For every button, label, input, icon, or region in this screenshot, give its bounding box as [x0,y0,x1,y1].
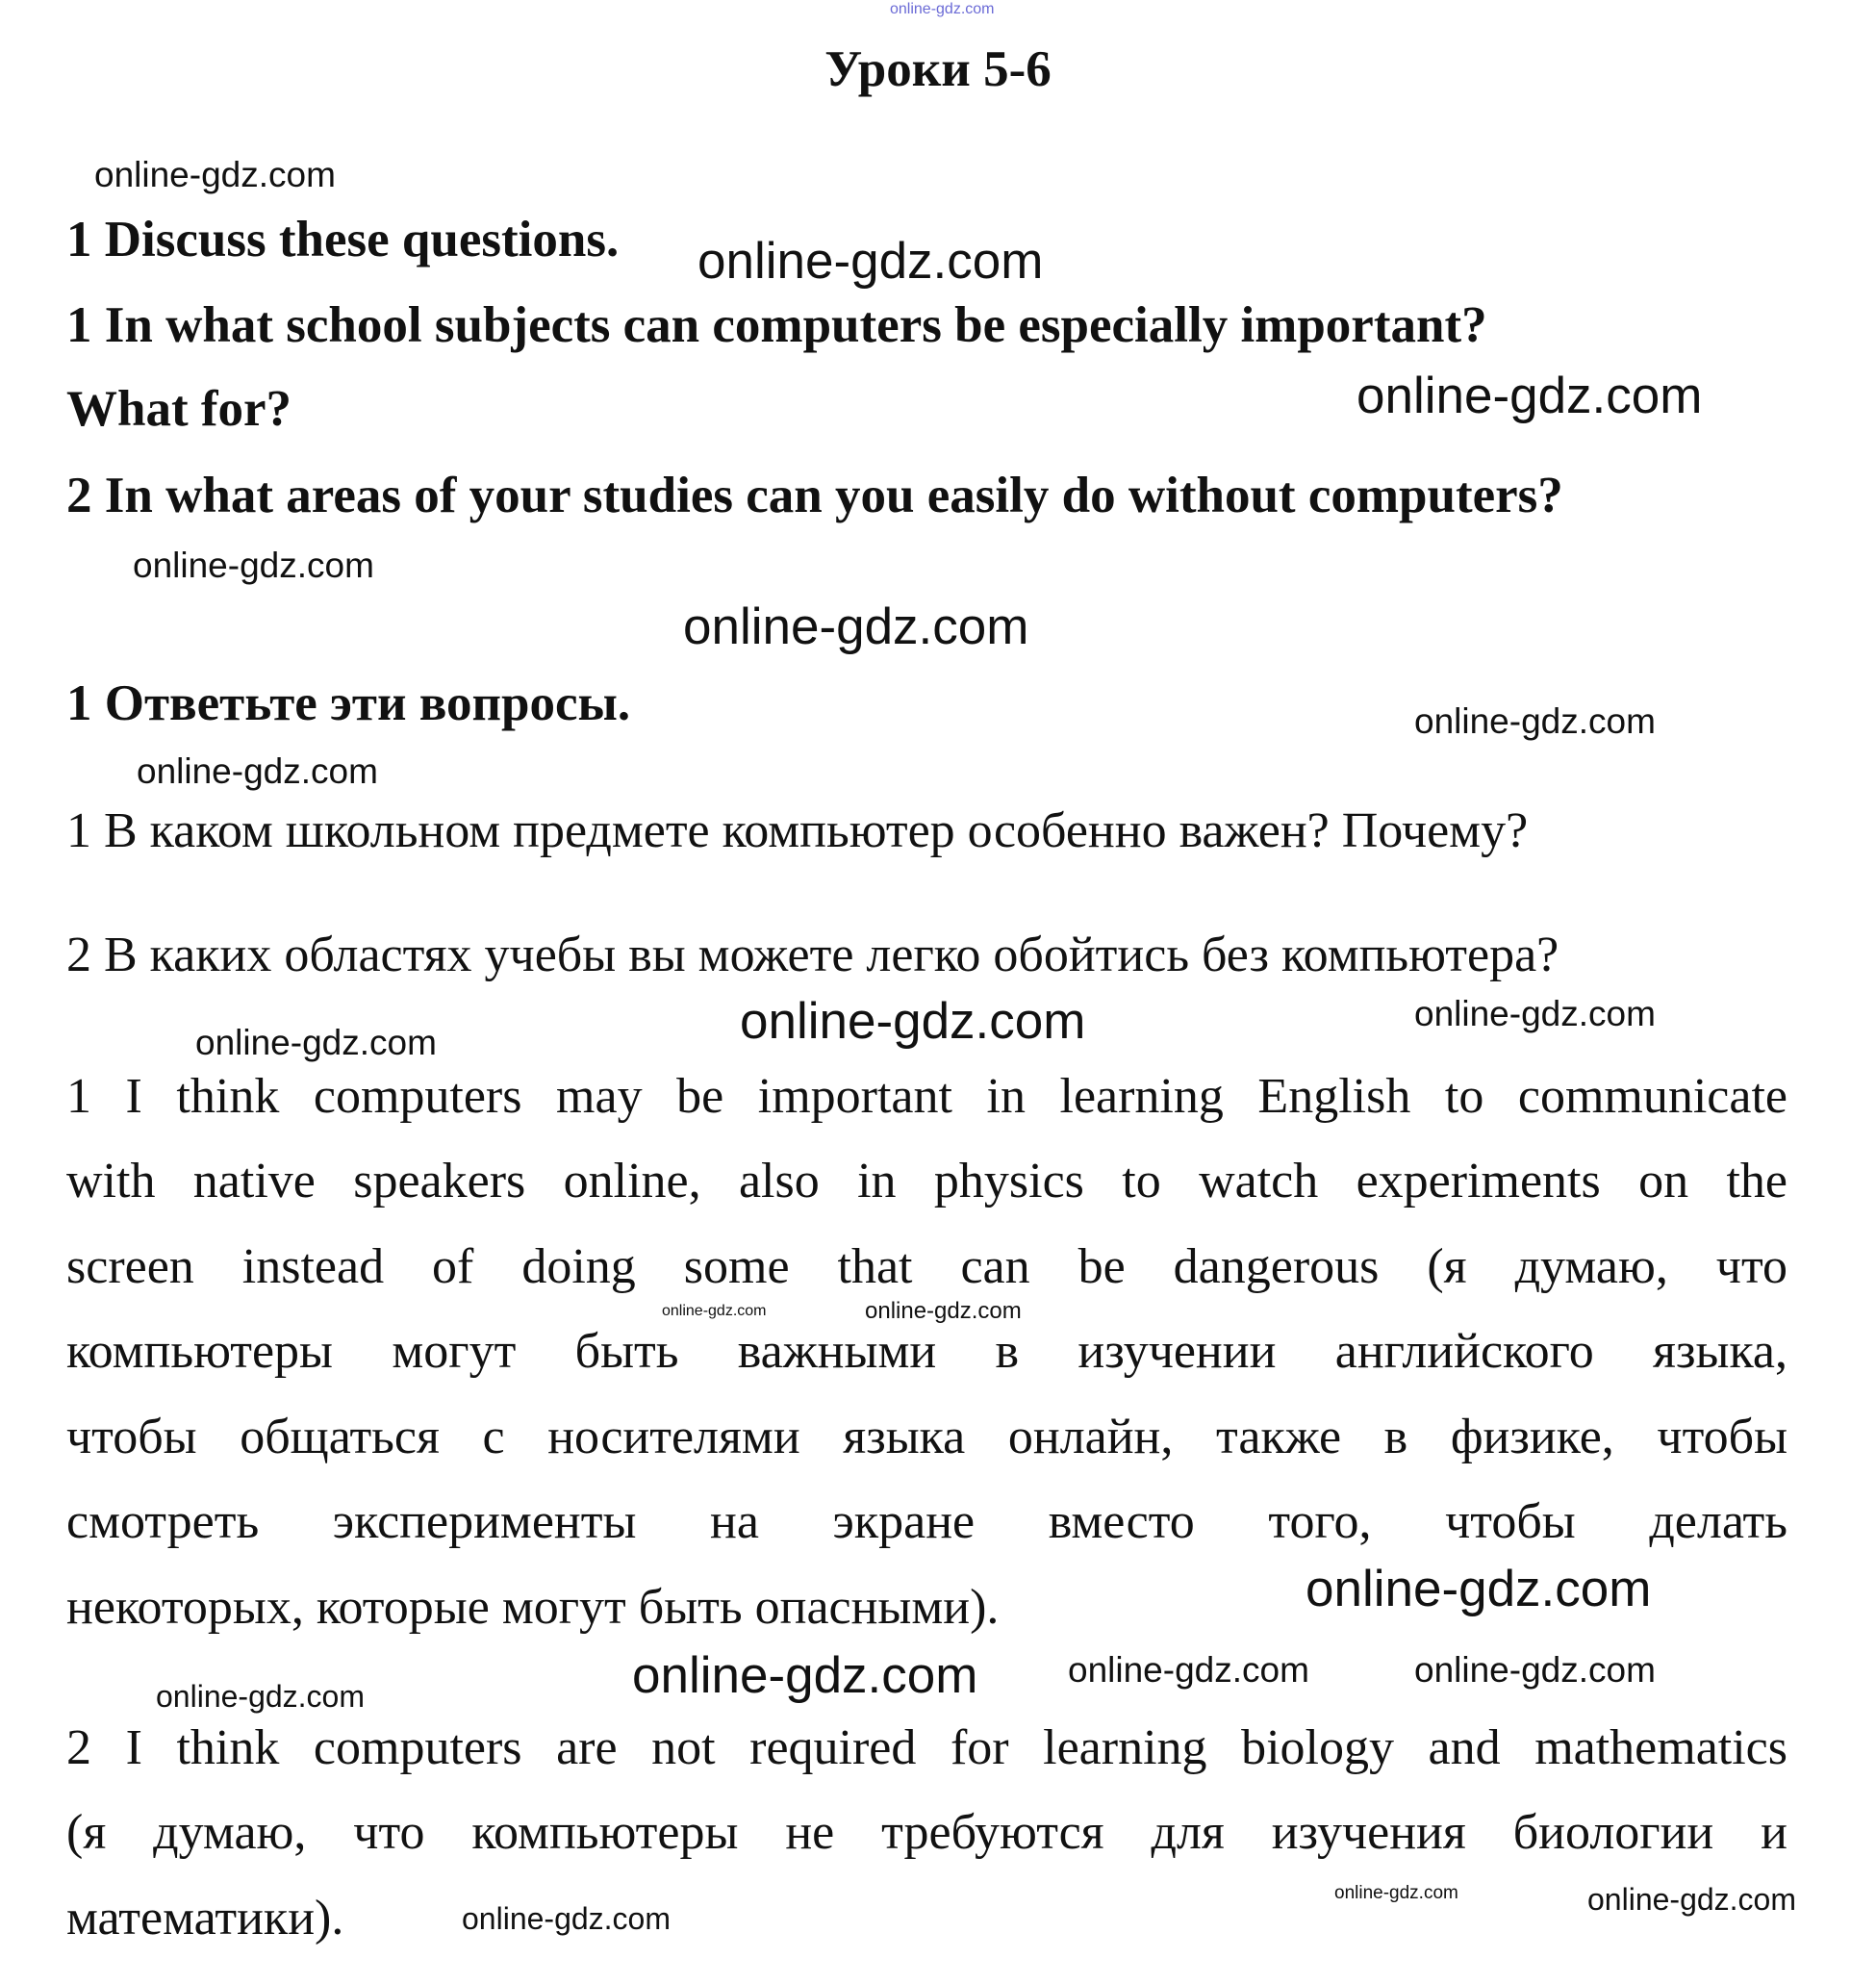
answer-2-line: (я думаю, что компьютеры не требуются для изучения биологии и [66,1805,1787,1860]
answer-2-line: математики). [66,1891,344,1946]
watermark: online-gdz.com [156,1679,365,1714]
watermark: online-gdz.com [195,1023,437,1062]
answer-1-line: чтобы общаться с носителями языка онлайн, также в физике, чтобы [66,1410,1787,1464]
watermark: online-gdz.com [865,1298,1022,1324]
answer-1-line: screen instead of doing some that can be dangerous (я думаю, что [66,1239,1787,1294]
answer-1-line: некоторых, которые могут быть опасными). [66,1580,1000,1635]
watermark: online-gdz.com [1414,1650,1656,1690]
answer-2-line: 2 I think computers are not required for learning biology and mathematics [66,1720,1787,1775]
answer-1-line: 1 I think computers may be important in learning English to communicate [66,1069,1787,1124]
watermark: online-gdz.com [1587,1882,1796,1917]
watermark: online-gdz.com [137,751,378,791]
watermark: online-gdz.com [94,155,336,194]
header-watermark: online-gdz.com [890,1,995,17]
watermark: online-gdz.com [1356,368,1703,424]
watermark: online-gdz.com [662,1303,767,1319]
task-heading-en: 1 Discuss these questions. [66,212,620,267]
question-1-ru: 1 В каком школьном предмете компьютер особенно важен? Почему? [66,803,1529,858]
answer-1-line: with native speakers online, also in physics to watch experiments on the [66,1154,1787,1208]
answer-1-line: компьютеры могут быть важными в изучении английского языка, [66,1324,1787,1379]
question-2-ru: 2 В каких областях учебы вы можете легко обойтись без компьютера? [66,928,1559,982]
watermark: online-gdz.com [133,546,374,585]
watermark: online-gdz.com [1068,1650,1309,1690]
watermark: online-gdz.com [1334,1883,1458,1903]
task-heading-ru: 1 Ответьте эти вопросы. [66,675,631,731]
watermark: online-gdz.com [740,993,1086,1050]
watermark: online-gdz.com [683,598,1029,655]
watermark: online-gdz.com [462,1901,671,1936]
watermark: online-gdz.com [697,233,1044,290]
page-title: Уроки 5-6 [824,41,1052,97]
watermark: online-gdz.com [1414,994,1656,1033]
watermark: online-gdz.com [1414,701,1656,741]
question-2-en: 2 In what areas of your studies can you easily do without computers? [66,468,1563,523]
question-1-en-cont: What for? [66,381,292,437]
question-1-en: 1 In what school subjects can computers be especially important? [66,297,1487,353]
answer-1-line: смотреть эксперименты на экране вместо того, чтобы делать [66,1494,1787,1549]
watermark: online-gdz.com [1306,1561,1652,1617]
watermark: online-gdz.com [632,1647,978,1704]
